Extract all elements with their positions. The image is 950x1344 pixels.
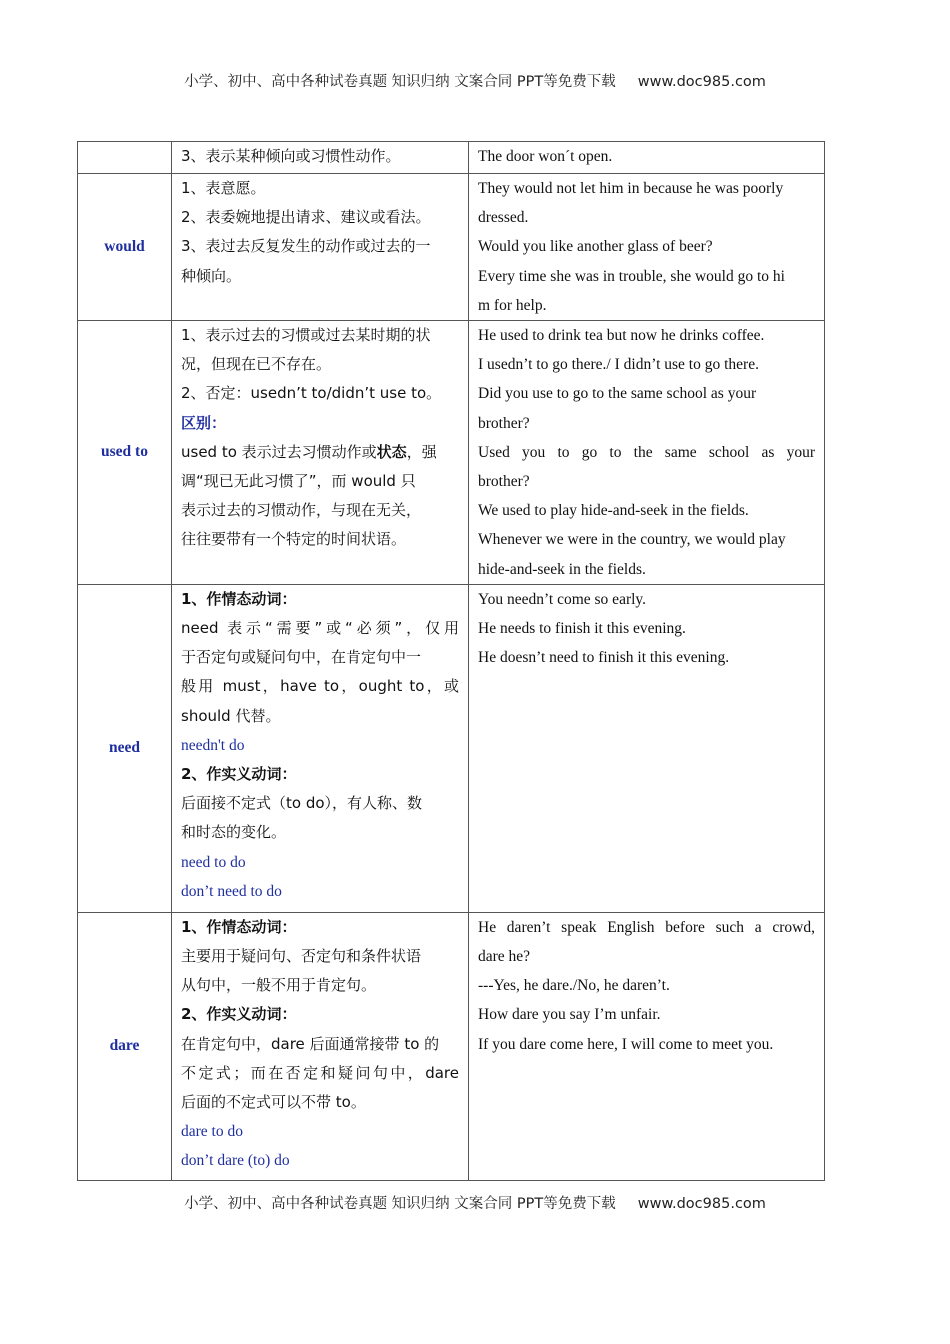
- verb-cell-used-to: used to: [78, 321, 172, 585]
- example-line: He needs to finish it this evening.: [478, 620, 686, 638]
- usage-text: ，强: [406, 442, 437, 461]
- example-line: Every time she was in trouble, she would go to hi: [478, 267, 785, 285]
- example-line: m for help.: [478, 296, 547, 314]
- usage-pattern: don’t need to do: [181, 882, 282, 900]
- usage-pattern: don’t dare (to) do: [181, 1152, 290, 1170]
- example-line: brother?: [478, 414, 530, 432]
- usage-line: 2、否定：usedn’t to/didn’t use to。: [181, 384, 442, 403]
- usage-line: 1、表意愿。: [181, 179, 266, 197]
- example-line: How dare you say I’m unfair.: [478, 1006, 661, 1024]
- verb-cell-need: need: [78, 584, 172, 912]
- example-line: brother?: [478, 473, 530, 491]
- example-line: He daren’t speak English before such a crowd,: [478, 918, 815, 936]
- usage-line: [181, 438, 459, 467]
- usage-subheading: 2、作实义动词：: [181, 765, 297, 784]
- page-header: [0, 70, 950, 91]
- examples-cell: [469, 321, 825, 585]
- usage-line: 3、表示某种倾向或习惯性动作。: [181, 147, 401, 165]
- verb-cell: [78, 142, 172, 174]
- usage-subheading: 1、作情态动词：: [181, 917, 297, 936]
- examples-cell: [469, 174, 825, 321]
- difference-heading: 区别：: [181, 413, 227, 432]
- usage-pattern: need to do: [181, 853, 246, 871]
- example-line: dressed.: [478, 209, 529, 227]
- header-text: 小学、初中、高中各种试卷真题 知识归纳 文案合同 PPT等免费下载: [184, 74, 616, 90]
- usage-line: 般用 must，have to，ought to，或: [181, 677, 459, 696]
- table-row: [78, 584, 825, 912]
- verb-cell-dare: dare: [78, 912, 172, 1180]
- usage-cell: [172, 142, 469, 174]
- usage-pattern: dare to do: [181, 1123, 243, 1141]
- table-row: [78, 321, 825, 585]
- footer-text: 小学、初中、高中各种试卷真题 知识归纳 文案合同 PPT等免费下载: [184, 1196, 616, 1212]
- table-row: [78, 142, 825, 174]
- example-line: Did you use to go to the same school as your: [478, 385, 757, 403]
- table-row: [78, 174, 825, 321]
- usage-subheading: 2、作实义动词：: [181, 1005, 297, 1024]
- usage-line: 不定式；而在否定和疑问句中，dare: [181, 1063, 459, 1082]
- usage-line: need 表示“需要”或“必须”，仅用: [181, 619, 459, 638]
- example-line: Would you like another glass of beer?: [478, 238, 713, 256]
- usage-line: 后面的不定式可以不带 to。: [181, 1093, 366, 1112]
- example-line: dare he?: [478, 948, 531, 966]
- examples-cell: [469, 912, 825, 1180]
- usage-cell: [172, 321, 469, 585]
- usage-line: 在肯定句中，dare 后面通常接带 to 的: [181, 1034, 440, 1053]
- usage-line: 2、表委婉地提出请求、建议或看法。: [181, 208, 431, 227]
- usage-line: should 代替。: [181, 706, 281, 725]
- usage-line: 况，但现在已不存在。: [181, 355, 332, 374]
- usage-line: 和时态的变化。: [181, 823, 287, 842]
- verb-cell-would: would: [78, 174, 172, 321]
- usage-cell: [172, 584, 469, 912]
- example-line: ---Yes, he dare./No, he daren’t.: [478, 977, 670, 995]
- examples-cell: [469, 584, 825, 912]
- usage-line: 主要用于疑问句、否定句和条件状语: [181, 947, 422, 966]
- usage-cell: [172, 174, 469, 321]
- example-line: We used to play hide-and-seek in the fields.: [478, 502, 749, 520]
- usage-subheading: 1、作情态动词：: [181, 589, 297, 608]
- usage-line: 种倾向。: [181, 266, 242, 285]
- modal-verbs-table: [77, 141, 825, 1181]
- footer-site: www.doc985.com: [637, 1196, 766, 1212]
- usage-pattern: needn't do: [181, 736, 245, 754]
- usage-line: 从句中，一般不用于肯定句。: [181, 976, 377, 995]
- example-line: Used you to go to the same school as your: [478, 443, 815, 461]
- example-line: You needn’t come so early.: [478, 590, 647, 608]
- example-line: He doesn’t need to finish it this evening.: [478, 649, 730, 667]
- example-line: If you dare come here, I will come to meet you.: [478, 1035, 774, 1053]
- example-line: hide-and-seek in the fields.: [478, 560, 646, 578]
- usage-cell: [172, 912, 469, 1180]
- usage-line: 后面接不定式（to do），有人称、数: [181, 794, 423, 813]
- page-footer: [0, 1192, 950, 1213]
- usage-line: 表示过去的习惯动作，与现在无关，: [181, 501, 422, 520]
- usage-line: 调“现已无此习惯了”，而 would 只: [181, 472, 416, 491]
- example-line: They would not let him in because he was poorly: [478, 180, 784, 197]
- usage-emphasis: 状态: [376, 442, 407, 461]
- example-line: The door won´t open.: [478, 148, 613, 165]
- examples-cell: [469, 142, 825, 174]
- usage-text: used to 表示过去习惯动作或: [181, 442, 377, 461]
- example-line: I usedn’t to go there./ I didn’t use to go there.: [478, 356, 759, 374]
- example-line: He used to drink tea but now he drinks coffee.: [478, 327, 765, 345]
- usage-line: 往往要带有一个特定的时间状语。: [181, 530, 407, 549]
- usage-line: 1、表示过去的习惯或过去某时期的状: [181, 326, 431, 345]
- header-site: www.doc985.com: [637, 74, 766, 90]
- table-row: [78, 912, 825, 1180]
- usage-line: 于否定句或疑问句中，在肯定句中一: [181, 648, 422, 667]
- usage-line: 3、表过去反复发生的动作或过去的一: [181, 237, 431, 256]
- example-line: Whenever we were in the country, we would play: [478, 531, 786, 549]
